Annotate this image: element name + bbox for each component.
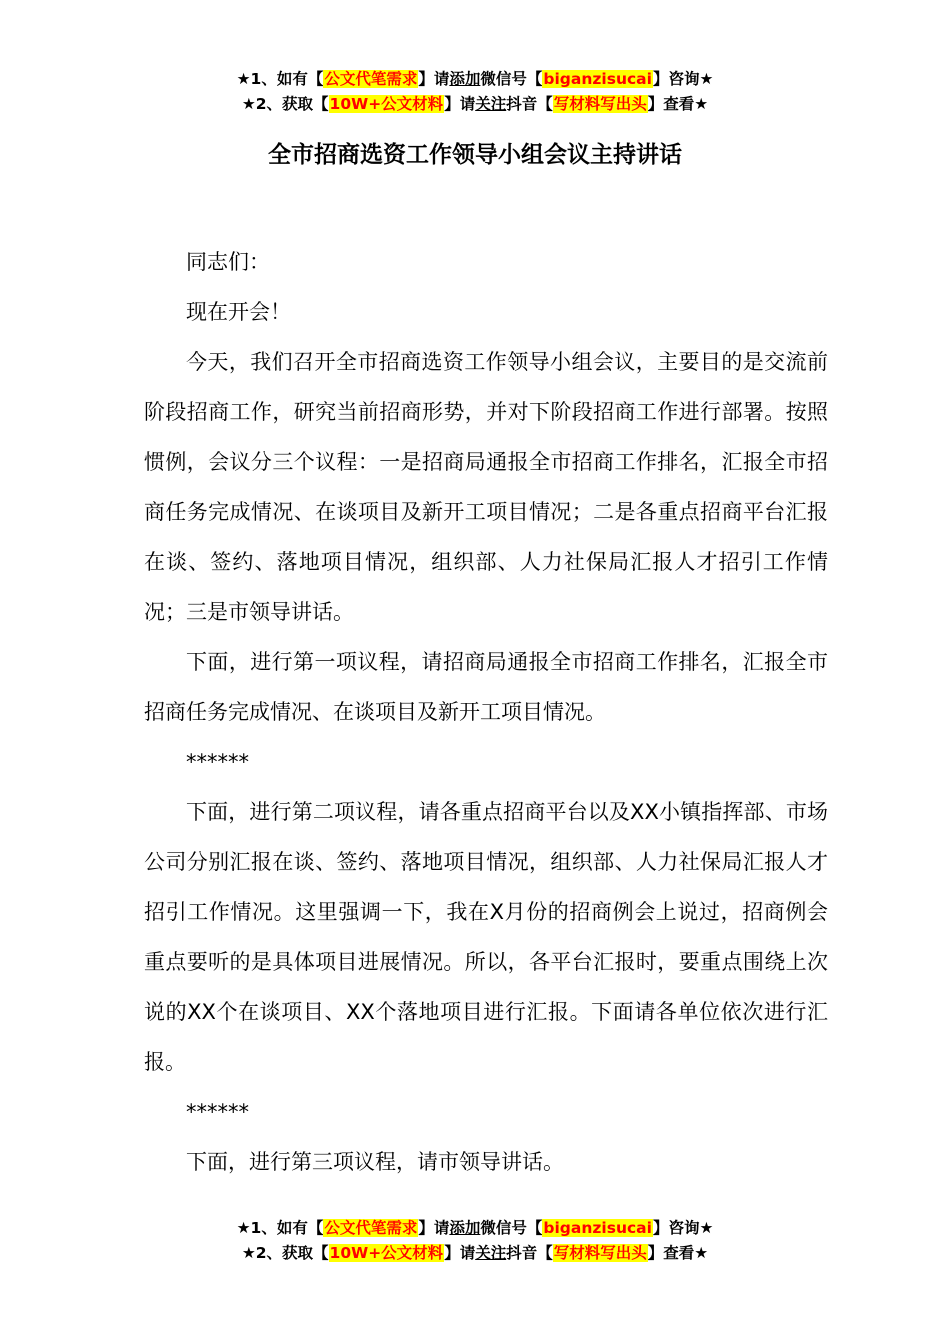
- banner-text: 】请: [418, 70, 450, 88]
- opening-line: 现在开会！: [186, 300, 291, 324]
- banner-text: 】请: [444, 1244, 476, 1262]
- banner-line-2: [0, 92, 950, 117]
- body-paragraph: 下面，进行第二项议程，请各重点招商平台以及XX小镇指挥部、市场公司分别汇报在谈、签约、落地项目情况，组织部、人力社保局汇报人才招引工作情况。这里强调一下，我在X月份的招商例会上说过，招商例会重点要听的是具体项目进展情况。所以，各平台汇报时，要重点围绕上次说的XX个在谈项目、XX个落地项目进行汇报。下面请各单位依次进行汇报。: [144, 800, 828, 1074]
- wechat-id: biganzisucai: [543, 70, 652, 88]
- banner-text: 微信号【: [480, 70, 543, 88]
- banner-text: 】请: [418, 1219, 450, 1237]
- body-paragraph: 下面，进行第三项议程，请市领导讲话。: [186, 1150, 564, 1174]
- separator: ******: [186, 750, 249, 774]
- banner-line-1: [0, 67, 950, 92]
- salutation: 同志们：: [186, 250, 270, 274]
- body-paragraph: 今天，我们召开全市招商选资工作领导小组会议，主要目的是交流前阶段招商工作，研究当前招商形势，并对下阶段招商工作进行部署。按照惯例，会议分三个议程：一是招商局通报全市招商工作排名，汇报全市招商任务完成情况、在谈项目及新开工项目情况；二是各重点招商平台汇报在谈、签约、落地项目情况，组织部、人力社保局汇报人才招引工作情况；三是市领导讲话。: [144, 350, 828, 624]
- separator: ******: [186, 1100, 249, 1124]
- wechat-id: biganzisucai: [543, 1219, 652, 1237]
- underlined-text: 添加: [449, 1219, 481, 1237]
- body-paragraph: 下面，进行第一项议程，请招商局通报全市招商工作排名，汇报全市招商任务完成情况、在谈项目及新开工项目情况。: [144, 650, 828, 724]
- underlined-text: 关注: [475, 95, 507, 113]
- header-banner: [0, 67, 950, 117]
- douyin-id: 写材料写出头: [553, 95, 647, 113]
- douyin-id: 写材料写出头: [553, 1244, 647, 1262]
- banner-line-2: [0, 1241, 950, 1266]
- banner-text: ★1、如有【: [236, 70, 324, 88]
- document-title: 全市招商选资工作领导小组会议主持讲话: [268, 142, 682, 168]
- banner-text: 】咨询★: [652, 1219, 714, 1237]
- banner-text: ★2、获取【: [241, 1244, 329, 1262]
- banner-text: 抖音【: [506, 1244, 553, 1262]
- underlined-text: 添加: [449, 70, 481, 88]
- banner-line-1: [0, 1216, 950, 1241]
- banner-text: ★2、获取【: [241, 95, 329, 113]
- banner-text: 】查看★: [647, 95, 709, 113]
- highlight-text: 10W+公文材料: [329, 1244, 444, 1262]
- underlined-text: 关注: [475, 1244, 507, 1262]
- highlight-text: 公文代笔需求: [324, 1219, 418, 1237]
- banner-text: 】查看★: [647, 1244, 709, 1262]
- highlight-text: 公文代笔需求: [324, 70, 418, 88]
- banner-text: 微信号【: [480, 1219, 543, 1237]
- highlight-text: 10W+公文材料: [329, 95, 444, 113]
- banner-text: 抖音【: [506, 95, 553, 113]
- banner-text: 】咨询★: [652, 70, 714, 88]
- banner-text: 】请: [444, 95, 476, 113]
- document-body: [144, 237, 828, 1187]
- banner-text: ★1、如有【: [236, 1219, 324, 1237]
- footer-banner: [0, 1216, 950, 1266]
